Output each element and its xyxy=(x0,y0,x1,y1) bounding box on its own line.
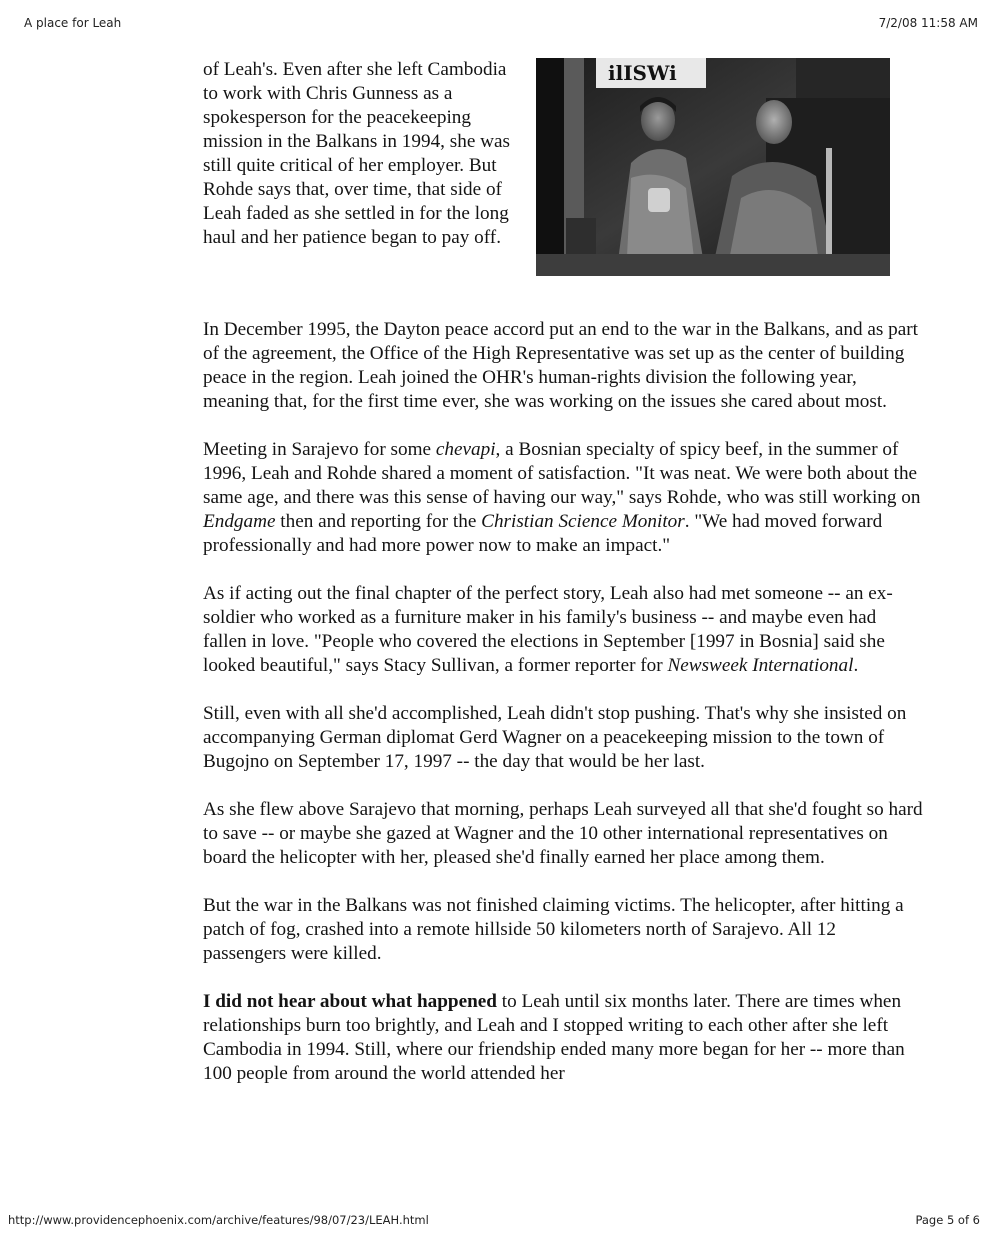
text-span: . "We had moved forward professionally and had more power now to make an impact." xyxy=(203,511,883,556)
article-photo xyxy=(536,58,890,276)
paragraph-5: As she flew above Sarajevo that morning, perhaps Leah surveyed all that she'd fought so hard to save -- or maybe she gazed at Wagner and the 10 other international representatives on board the helicopter with her, pleased she'd finally earned her place among them. xyxy=(203,799,923,868)
text-span: As if acting out the final chapter of the perfect story, Leah also had met someone -- an ex-soldier who worked as a furniture maker in his family's business -- and maybe even had fallen in love. "People who covered the elections in September [1997 in Bosnia] said she looked beautiful," says Stacy Sullivan, a former reporter for xyxy=(203,583,893,676)
paragraph-6: But the war in the Balkans was not finished claiming victims. The helicopter, after hitting a patch of fog, crashed into a remote hillside 50 kilometers north of Sarajevo. All 12 passengers were killed. xyxy=(203,895,904,964)
bold-lead-in: I did not hear about what happened xyxy=(203,991,497,1012)
page-header-title: A place for Leah xyxy=(24,16,122,30)
text-span: then and reporting for the xyxy=(275,511,482,532)
paragraph-3 xyxy=(203,582,923,678)
article-body xyxy=(203,318,923,1086)
paragraph-4: Still, even with all she'd accomplished, Leah didn't stop pushing. That's why she insisted on accompanying German diplomat Gerd Wagner on a peacekeeping mission to the town of Bugojno on September 17, 1997 -- the day that would be her last. xyxy=(203,703,907,772)
text-span: , a Bosnian specialty of spicy beef, in the summer of 1996, Leah and Rohde shared a moment of satisfaction. "It was neat. We were both about the same age, and there was this sense of having our way," says Rohde, who was still working on xyxy=(203,439,921,508)
photo-image xyxy=(536,58,890,276)
intro-paragraph: of Leah's. Even after she left Cambodia to work with Chris Gunness as a spokesperson for the peacekeeping mission in the Balkans in 1994, she was still quite critical of her employer. But Rohde says that, over time, that side of Leah faded as she settled in for the long haul and her patience began to pay off. xyxy=(203,59,510,248)
text-span: to Leah until six months later. There are times when relationships burn too brightly, and Leah and I stopped writing to each other after she left Cambodia in 1994. Still, where our friendship ended many more began for her -- more than 100 people from around the world attended her xyxy=(203,991,905,1084)
italic-publication: Christian Science Monitor xyxy=(481,511,685,532)
page-footer-url: http://www.providencephoenix.com/archive/features/98/07/23/LEAH.html xyxy=(8,1213,429,1227)
paragraph-7 xyxy=(203,990,923,1086)
paragraph-2 xyxy=(203,438,923,558)
text-span: . xyxy=(853,655,859,676)
paragraph-1: In December 1995, the Dayton peace accord put an end to the war in the Balkans, and as part of the agreement, the Office of the High Representative was set up as the center of building peace in the region. Leah joined the OHR's human-rights division the following year, meaning that, for the first time ever, she was working on the issues she cared about most. xyxy=(203,319,918,412)
photo-sign-text: ilISWi xyxy=(608,61,677,85)
italic-title: Endgame xyxy=(203,511,276,532)
text-span: Meeting in Sarajevo for some xyxy=(203,439,436,460)
page-footer-pagination: Page 5 of 6 xyxy=(915,1213,980,1227)
page-header-datetime: 7/2/08 11:58 AM xyxy=(878,16,978,30)
italic-term: chevapi xyxy=(435,439,496,460)
italic-publication: Newsweek International xyxy=(667,655,854,676)
